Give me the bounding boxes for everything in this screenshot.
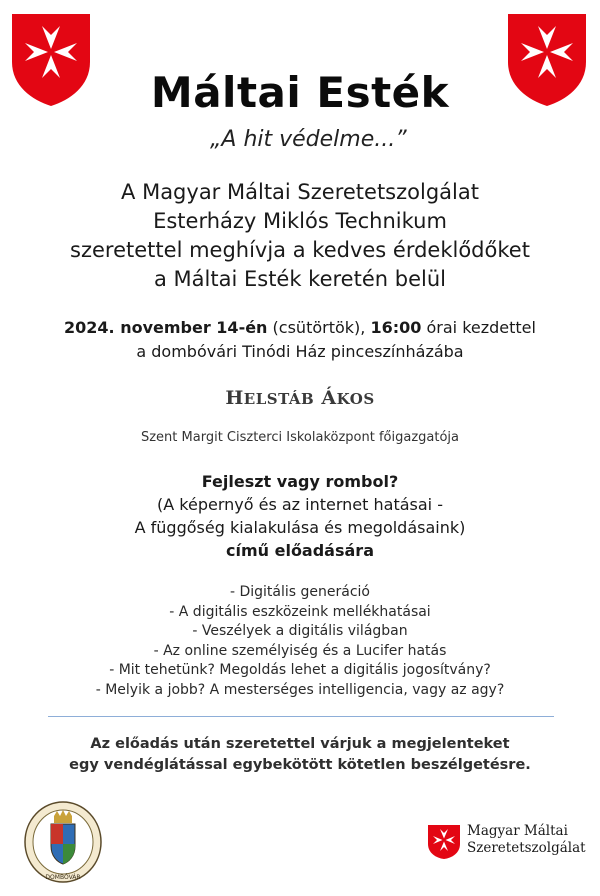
org-name — [467, 823, 586, 857]
event-weekday: (csütörtök), — [272, 318, 366, 337]
event-venue: a dombóvári Tinódi Ház pinceszínházába — [136, 342, 464, 361]
speaker-name — [0, 387, 600, 409]
event-time: 16:00 — [370, 318, 422, 337]
closing-line: egy vendéglátással egybekötött kötetlen beszélgetésre. — [69, 757, 531, 773]
speaker-first-initial: H — [225, 387, 244, 409]
school-seal-icon — [23, 800, 103, 884]
org-name-line: Szeretetszolgálat — [467, 840, 586, 856]
closing-line: Az előadás után szeretettel várjuk a megjelenteket — [90, 736, 510, 752]
maltese-cross-icon — [427, 824, 461, 860]
invitation-intro — [0, 178, 600, 294]
lecture-subtitle-line: (A képernyő és az internet hatásai - — [157, 495, 443, 514]
list-item: - Az online személyiség és a Lucifer hatás — [153, 642, 447, 659]
event-time-suffix: órai kezdettel — [426, 318, 536, 337]
event-details — [0, 316, 600, 364]
lecture-info — [0, 470, 600, 562]
list-item: - Mit tehetünk? Megoldás lehet a digitális jogosítvány? — [109, 662, 491, 678]
event-date: 2024. november 14-én — [64, 318, 268, 337]
page-title: Máltai Esték — [150, 68, 450, 117]
lecture-subtitle-line: A függőség kialakulása és megoldásaink) — [134, 518, 466, 537]
org-logo — [427, 822, 587, 862]
list-item: - Digitális generáció — [229, 584, 370, 600]
list-item: - A digitális eszközeink mellékhatásai — [169, 603, 431, 620]
speaker-last-rest: KOS — [336, 390, 375, 408]
event-datetime — [0, 316, 600, 340]
intro-line: szeretettel meghívja a kedves érdeklődőket — [70, 238, 530, 262]
intro-line: Esterházy Miklós Technikum — [153, 209, 447, 233]
lecture-suffix: című előadására — [226, 541, 374, 560]
topic-list — [0, 583, 600, 700]
closing-note — [0, 734, 600, 776]
divider — [48, 716, 554, 717]
org-name-line: Magyar Máltai — [467, 823, 568, 839]
lecture-title: Fejleszt vagy rombol? — [201, 472, 399, 491]
speaker-role: Szent Margit Ciszterci Iskolaközpont főigazgatója — [140, 430, 460, 445]
speaker-first-rest: ELSTÁB — [243, 390, 315, 408]
list-item: - Veszélyek a digitális világban — [192, 623, 408, 639]
seal-label: DOMBÓVÁR — [45, 874, 81, 881]
intro-line: a Máltai Esték keretén belül — [154, 267, 446, 291]
intro-line: A Magyar Máltai Szeretetszolgálat — [121, 180, 479, 204]
page-subtitle: „A hit védelme...” — [210, 127, 407, 152]
speaker-last-initial: Á — [321, 387, 337, 409]
list-item: - Melyik a jobb? A mesterséges intelligencia, vagy az agy? — [95, 681, 505, 698]
